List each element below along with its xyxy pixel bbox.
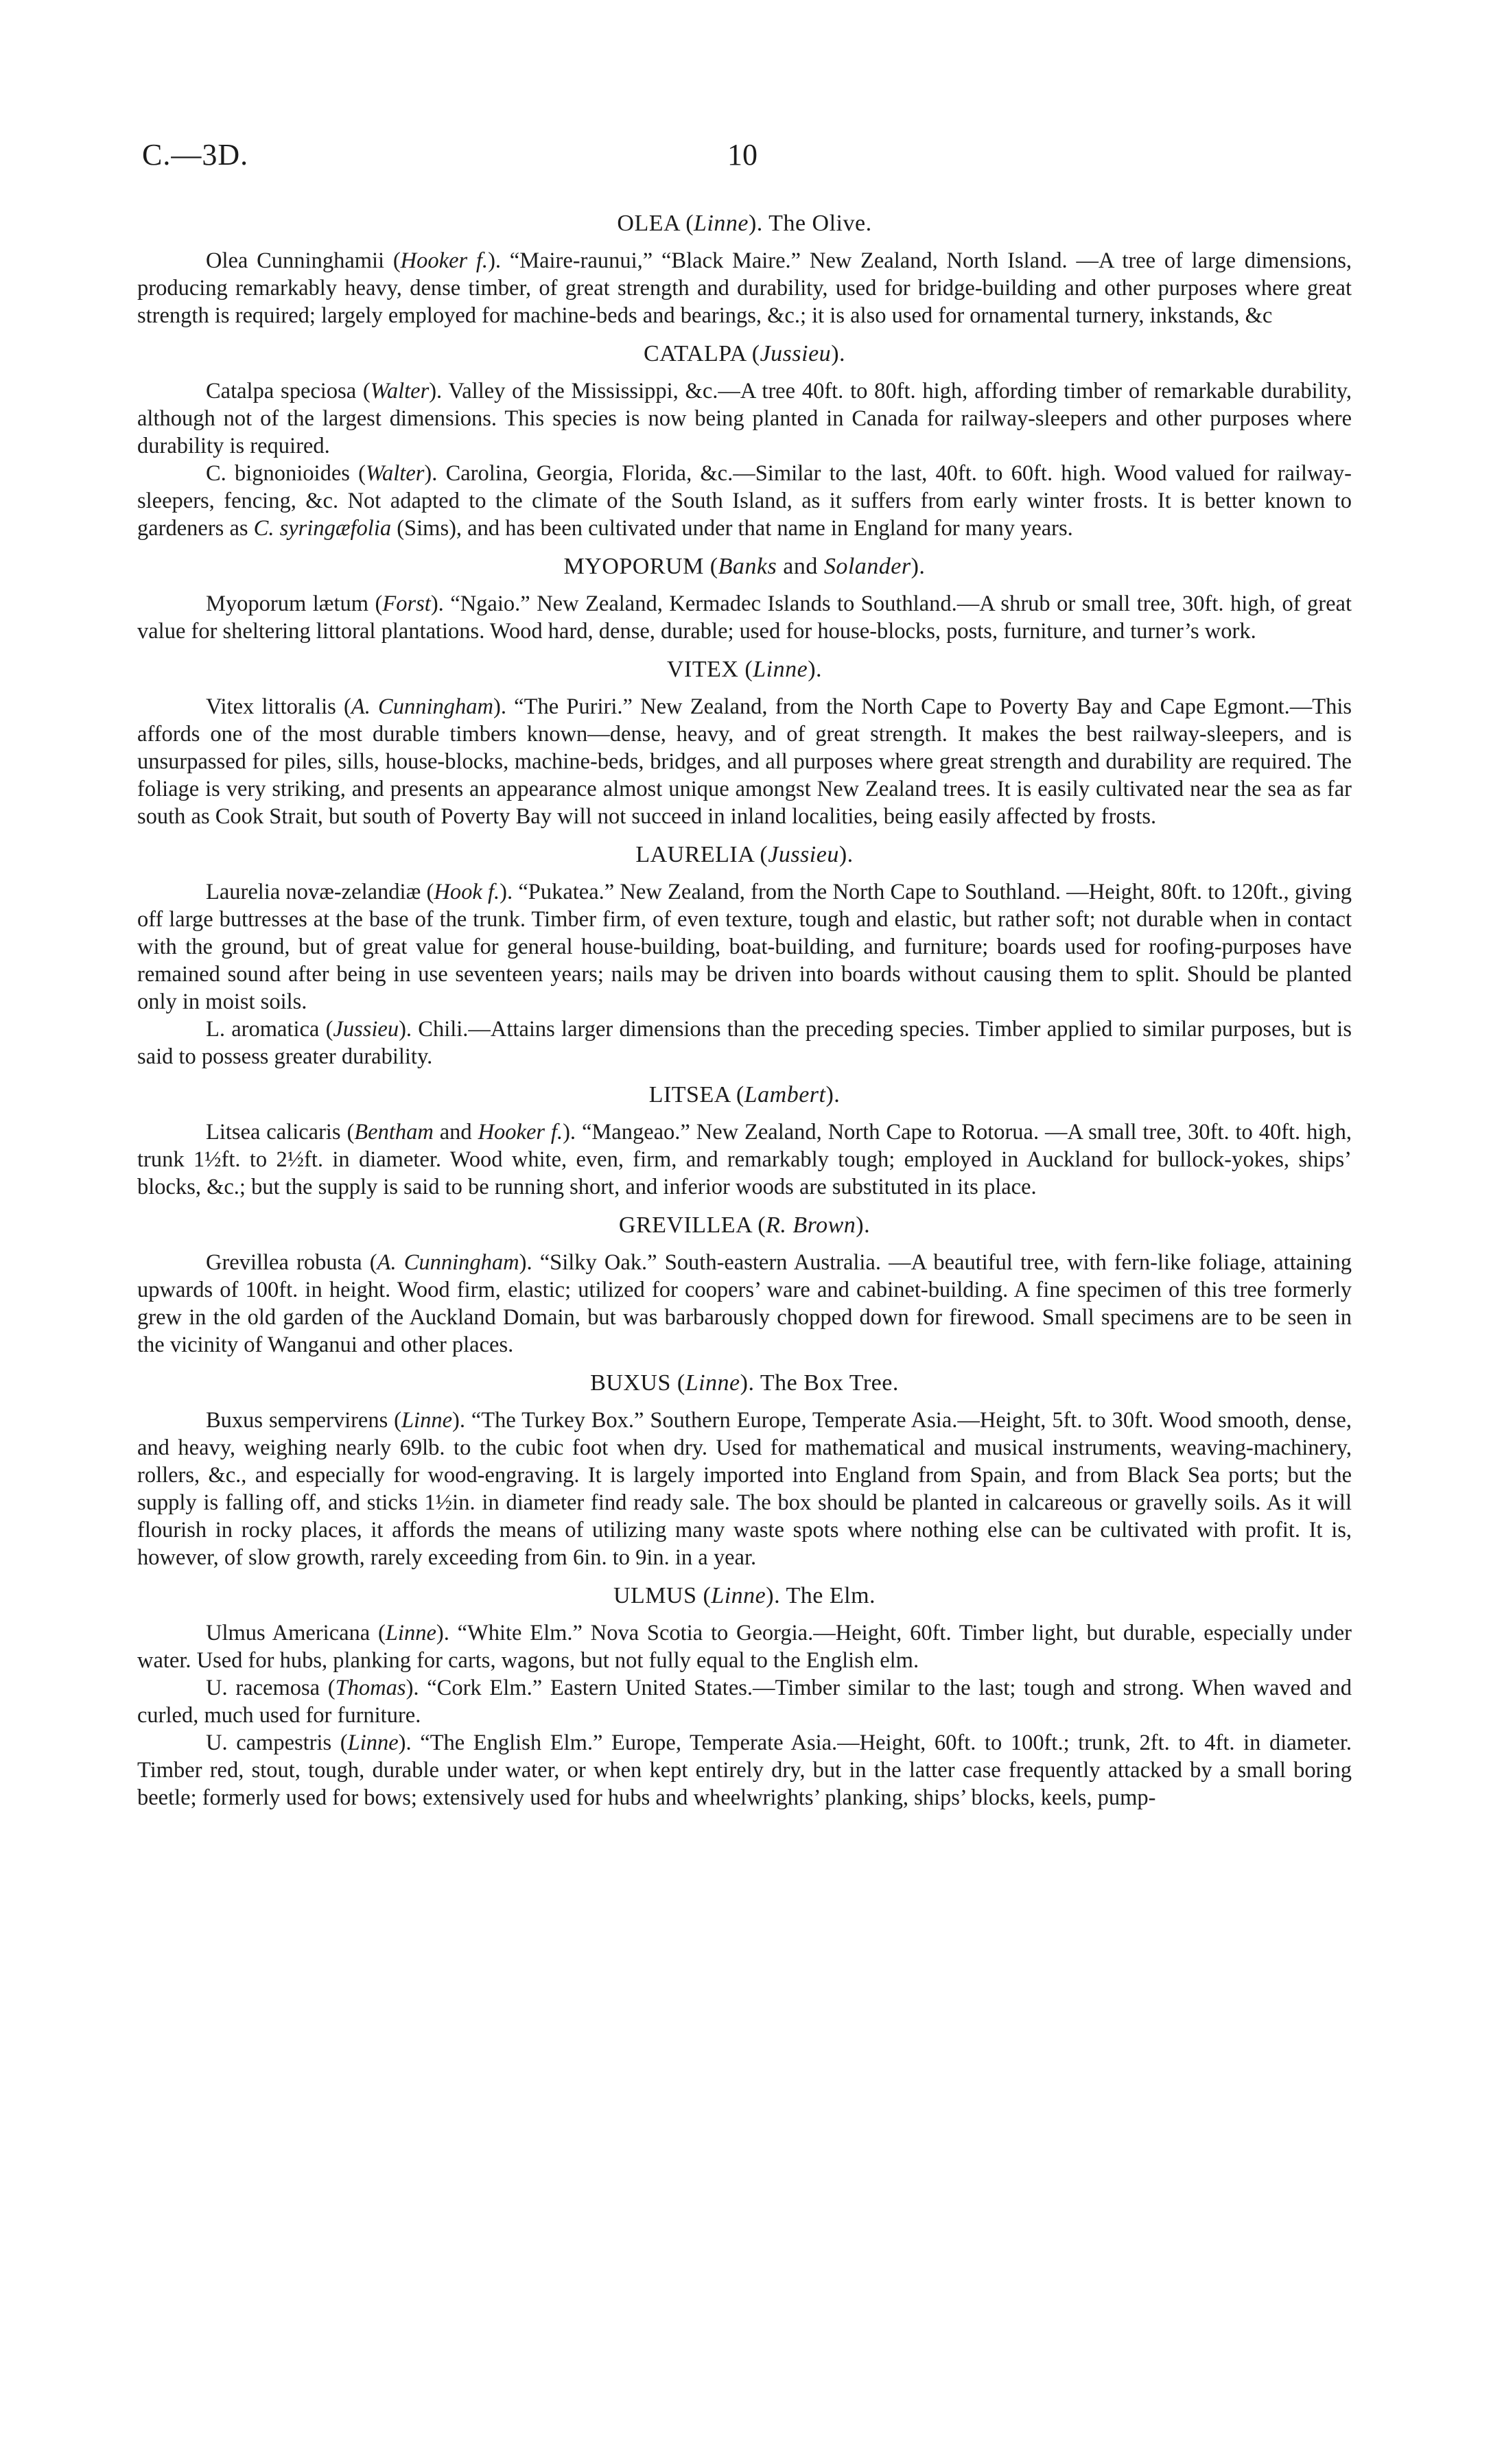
page-number: 10 (727, 138, 758, 172)
section-litsea (137, 1080, 1352, 1201)
section-catalpa (137, 339, 1352, 542)
section-heading: MYOPORUM (Banks and Solander). (563, 554, 926, 579)
species-entry: C. bignonioides (Walter). Carolina, Georgia, Florida, &c.—Similar to the last, 40ft. to 60ft. high. Wood valued for railway-sleepers, fencing, &c. Not adapted to the climate of the South Island, as it suffers from early winter frosts. It is better known to gardeners as C. syringæfolia (Sims), and has been cultivated under that name in England for many years. (137, 461, 1352, 541)
section-laurelia (137, 840, 1352, 1070)
section-heading: LITSEA (Lambert). (648, 1082, 841, 1107)
section-grevillea (137, 1210, 1352, 1359)
species-entry: Vitex littoralis (A. Cunningham). “The Puriri.” New Zealand, from the North Cape to Poverty Bay and Cape Egmont.—This affords one of the most durable timbers known—dense, heavy, and of great strength. It makes the best railway-sleepers, and is unsurpassed for piles, sills, house-blocks, machine-beds, bridges, and all purposes where great strength and durability are required. The foliage is very striking, and presents an appearance almost unique amongst New Zealand trees. It is easily cultivated near the sea as far south as Cook Strait, but south of Poverty Bay will not succeed in inland localities, being easily affected by frosts. (137, 694, 1352, 829)
section-heading: GREVILLEA (R. Brown). (618, 1212, 871, 1238)
species-entry: Ulmus Americana (Linne). “White Elm.” Nova Scotia to Georgia.—Height, 60ft. Timber light, but durable, especially under water. Used for hubs, planking for carts, wagons, but not fully equal to the English elm. (137, 1621, 1352, 1673)
species-entry: U. racemosa (Thomas). “Cork Elm.” Eastern United States.—Timber similar to the last; tough and strong. When waved and curled, much used for furniture. (137, 1676, 1352, 1728)
species-entry: Grevillea robusta (A. Cunningham). “Silky Oak.” South-eastern Australia. —A beautiful tree, with fern-like foliage, attaining upwards of 100ft. in height. Wood firm, elastic; utilized for coopers’ ware and cabinet-building. A fine specimen of this tree formerly grew in the old garden of the Auckland Domain, but was barbarously chopped down for firewood. Small specimens are to be seen in the vicinity of Wanganui and other places. (137, 1250, 1352, 1357)
species-entry: Olea Cunninghamii (Hooker f.). “Maire-raunui,” “Black Maire.” New Zealand, North Island. —A tree of large dimensions, producing remarkably heavy, dense timber, of great strength and durability, used for bridge-building and other purposes where great strength is required; largely employed for machine-beds and bearings, &c.; it is also used for ornamental turnery, inkstands, &c (137, 248, 1352, 328)
section-heading: VITEX (Linne). (666, 657, 823, 682)
species-entry: U. campestris (Linne). “The English Elm.” Europe, Temperate Asia.—Height, 60ft. to 100ft.; trunk, 2ft. to 4ft. in diameter. Timber red, stout, tough, durable under water, or when kept entirely dry, but in the latter case frequently attacked by a small boring beetle; formerly used for bows; extensively used for hubs and wheelwrights’ planking, ships’ blocks, keels, pump- (137, 1730, 1352, 1810)
document-reference: C.—3D. (142, 138, 249, 172)
section-vitex (137, 655, 1352, 830)
section-heading: CATALPA (Jussieu). (643, 341, 846, 366)
section-heading: OLEA (Linne). The Olive. (617, 211, 872, 236)
section-olea (137, 209, 1352, 329)
species-entry: Laurelia novæ-zelandiæ (Hook f.). “Pukatea.” New Zealand, from the North Cape to Southland. —Height, 80ft. to 120ft., giving off large buttresses at the base of the trunk. Timber firm, of even texture, tough and elastic, but rather soft; not durable when in contact with the ground, but of great value for general house-building, boat-building, and furniture; boards used for roofing-purposes have remained sound after being in use seventeen years; nails may be driven into boards without causing them to split. Should be planted only in moist soils. (137, 880, 1352, 1014)
section-heading: BUXUS (Linne). The Box Tree. (590, 1370, 899, 1396)
section-heading: LAURELIA (Jussieu). (635, 842, 854, 867)
species-entry: L. aromatica (Jussieu). Chili.—Attains larger dimensions than the preceding species. Timber applied to similar purposes, but is said to possess greater durability. (137, 1017, 1352, 1069)
section-ulmus (137, 1581, 1352, 1811)
section-buxus (137, 1368, 1352, 1571)
document-body (137, 199, 1352, 1811)
species-entry: Myoporum lætum (Forst). “Ngaio.” New Zealand, Kermadec Islands to Southland.—A shrub or small tree, 30ft. high, of great value for sheltering littoral plantations. Wood hard, dense, durable; used for house-blocks, posts, furniture, and turner’s work. (137, 591, 1352, 644)
species-entry: Catalpa speciosa (Walter). Valley of the Mississippi, &c.—A tree 40ft. to 80ft. high, affording timber of remarkable durability, although not of the largest dimensions. This species is now being planted in Canada for railway-sleepers and other purposes where durability is required. (137, 379, 1352, 458)
species-entry: Litsea calicaris (Bentham and Hooker f.). “Mangeao.” New Zealand, North Cape to Rotorua. —A small tree, 30ft. to 40ft. high, trunk 1½ft. to 2½ft. in diameter. Wood white, even, firm, and remarkably tough; employed in Auckland for bullock-yokes, ships’ blocks, &c.; but the supply is said to be running short, and inferior woods are substituted in its place. (137, 1120, 1352, 1199)
section-heading: ULMUS (Linne). The Elm. (613, 1583, 876, 1608)
species-entry: Buxus sempervirens (Linne). “The Turkey Box.” Southern Europe, Temperate Asia.—Height, 5ft. to 30ft. Wood smooth, dense, and heavy, weighing nearly 69lb. to the cubic foot when dry. Used for mathematical and musical instruments, weaving-machinery, rollers, &c., and especially for wood-engraving. It is largely imported into England from Spain, and from Black Sea ports; but the supply is falling off, and sticks 1½in. in diameter find ready sale. The box should be planted in calcareous or gravelly soils. As it will flourish in rocky places, it affords the means of utilizing many waste spots where nothing else can be cultivated with profit. It is, however, of slow growth, rarely exceeding from 6in. to 9in. in a year. (137, 1408, 1352, 1570)
section-myoporum (137, 552, 1352, 645)
